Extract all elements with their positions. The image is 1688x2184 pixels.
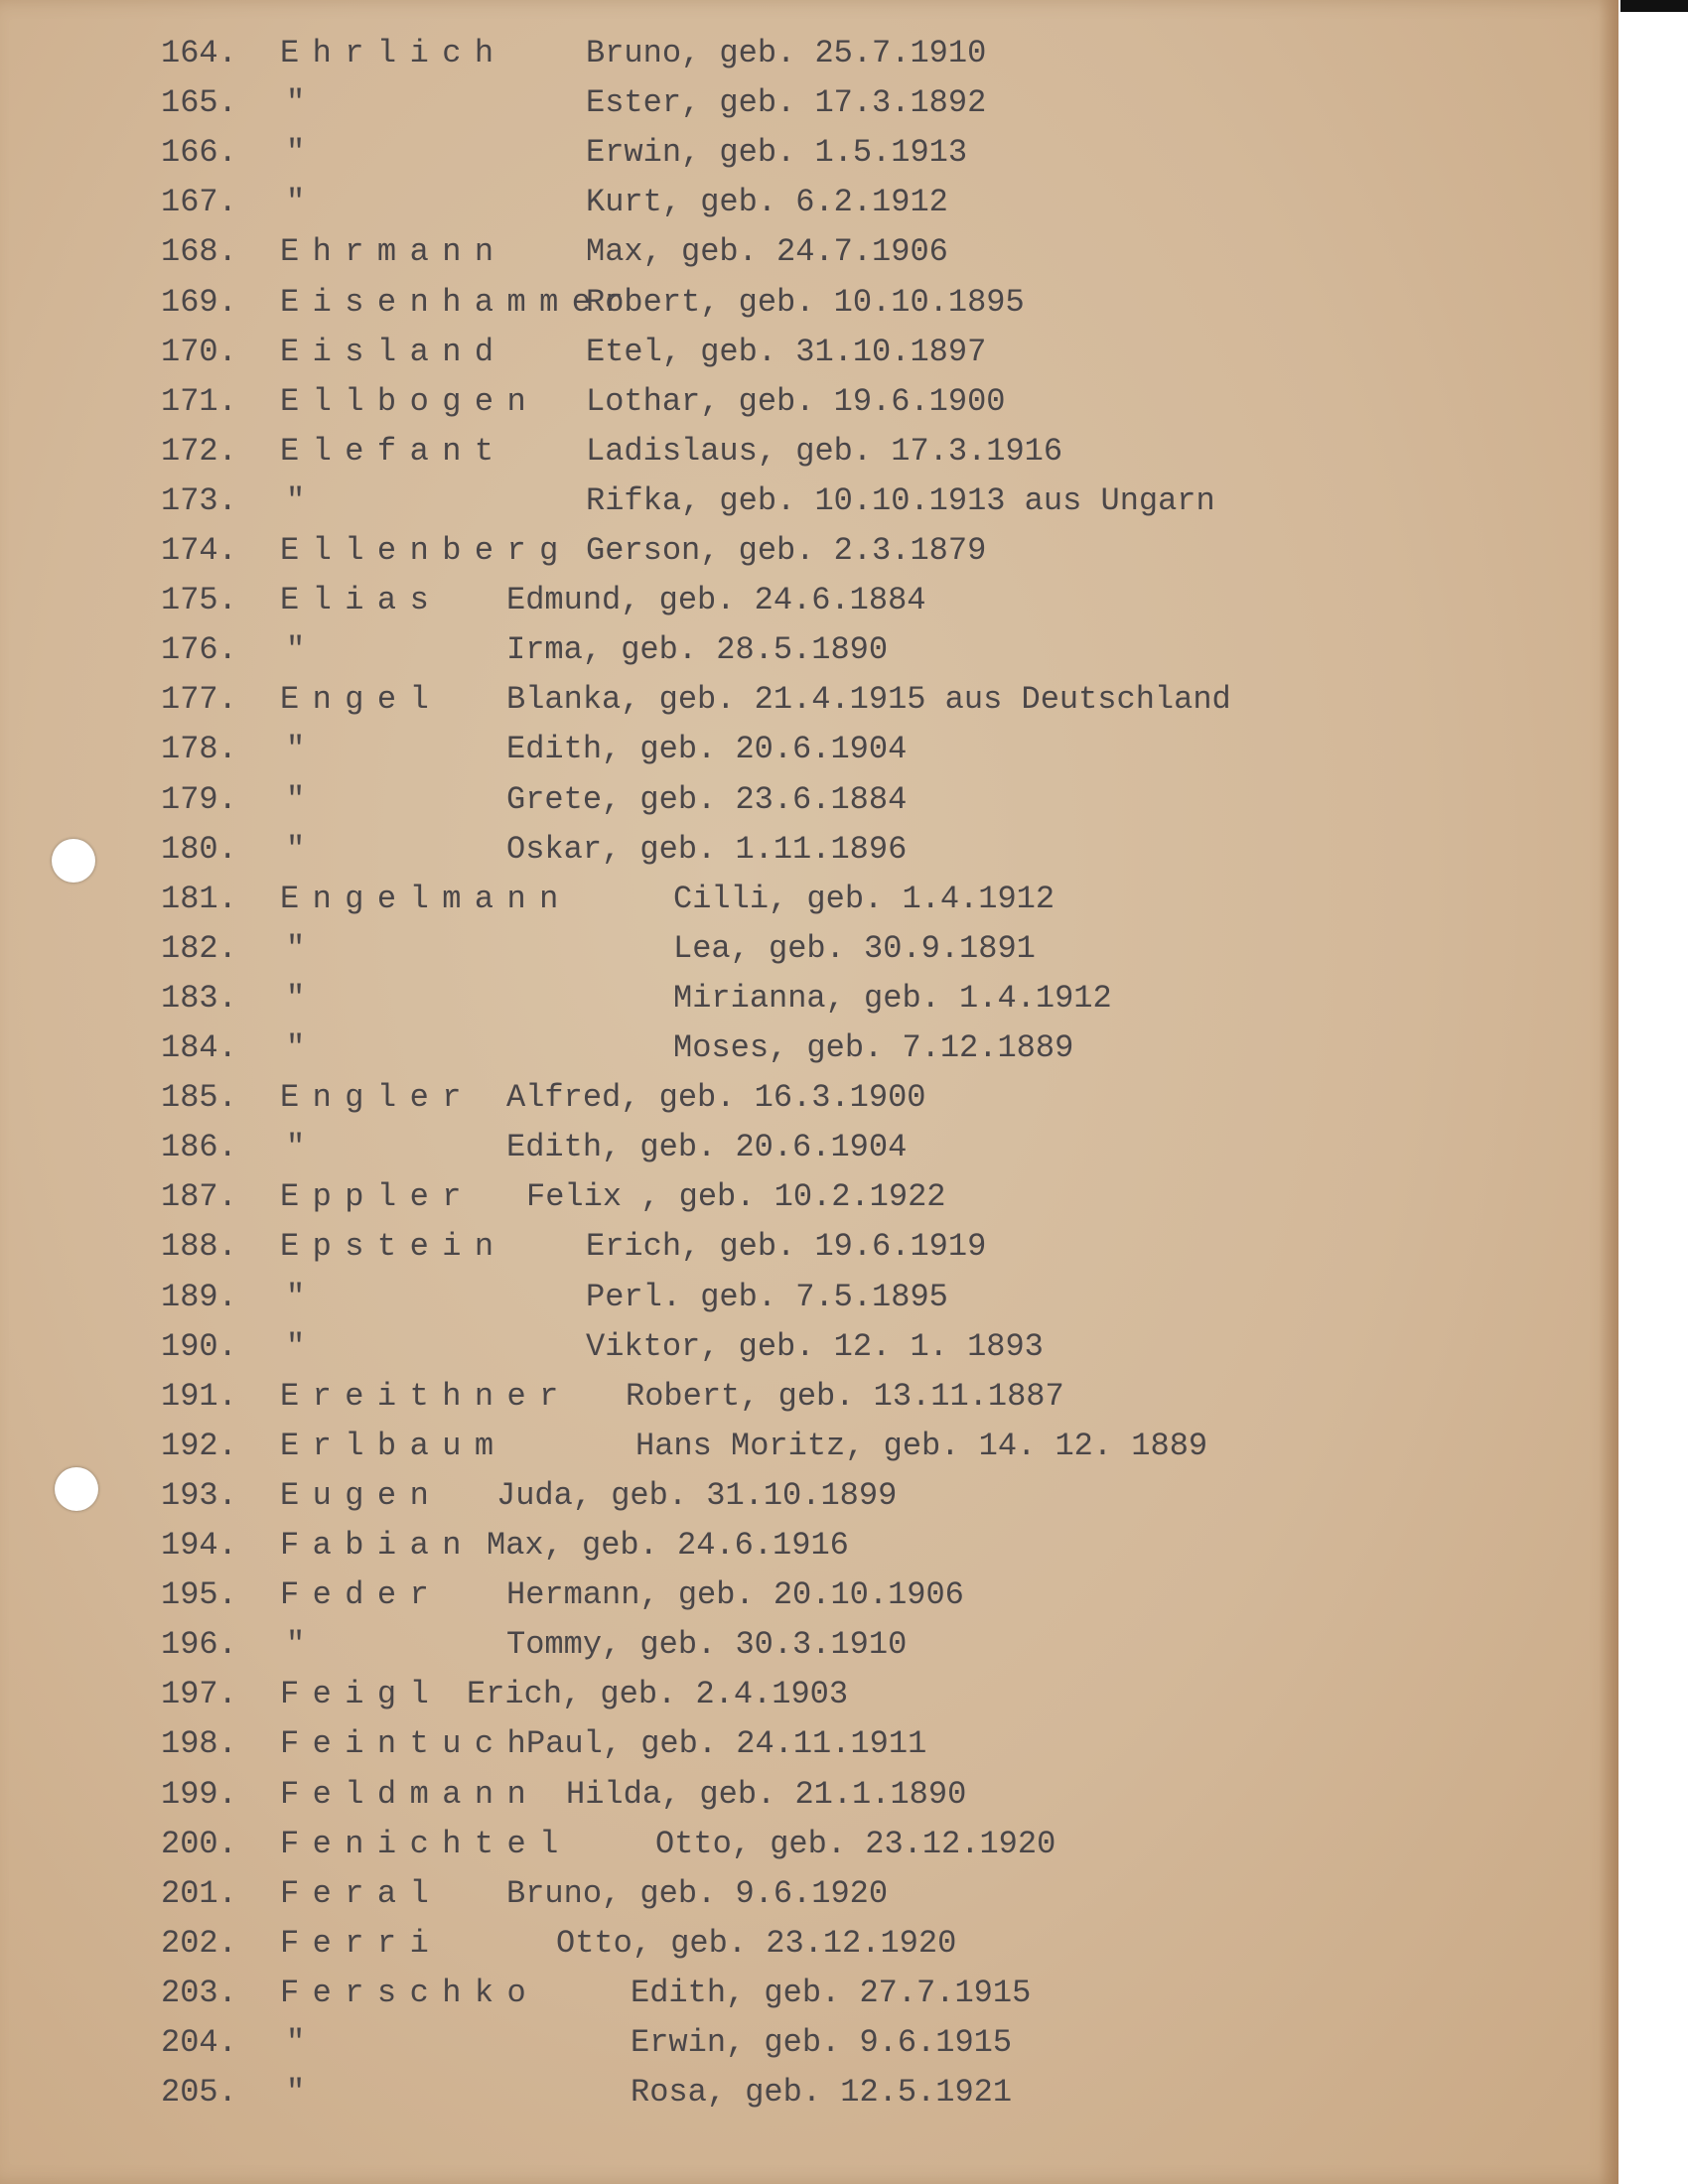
entry-number: 182. <box>161 930 237 967</box>
entry-number: 199. <box>161 1776 237 1813</box>
entry-surname: Erlbaum <box>280 1428 507 1464</box>
entry-name-and-birthdate: Paul, geb. 24.11.1911 <box>526 1725 927 1762</box>
entry-number: 196. <box>161 1626 237 1663</box>
entry-name-and-birthdate: Max, geb. 24.7.1906 <box>586 233 948 270</box>
entry-name-and-birthdate: Blanka, geb. 21.4.1915 aus Deutschland <box>506 681 1231 718</box>
entry-name-and-birthdate: Ester, geb. 17.3.1892 <box>586 84 987 121</box>
entry-surname: Ereithner <box>280 1378 572 1415</box>
entry-name-and-birthdate: Robert, geb. 10.10.1895 <box>586 284 1025 321</box>
entry-name-and-birthdate: Mirianna, geb. 1.4.1912 <box>673 980 1112 1017</box>
entry-name-and-birthdate: Edith, geb. 20.6.1904 <box>506 1129 908 1165</box>
entry-name-and-birthdate: Kurt, geb. 6.2.1912 <box>586 184 948 220</box>
entry-number: 174. <box>161 532 237 569</box>
entry-name-and-birthdate: Juda, geb. 31.10.1899 <box>496 1477 898 1514</box>
entry-surname: Engelmann <box>280 881 572 917</box>
ditto-mark: " <box>286 2024 306 2061</box>
entry-name-and-birthdate: Otto, geb. 23.12.1920 <box>556 1925 957 1962</box>
entry-name-and-birthdate: Oskar, geb. 1.11.1896 <box>506 831 908 868</box>
ditto-mark: " <box>286 2074 306 2111</box>
entry-number: 200. <box>161 1826 237 1862</box>
page-edge-shadow <box>1599 0 1618 2184</box>
entry-surname: Ellbogen <box>280 383 540 420</box>
entry-name-and-birthdate: Edith, geb. 20.6.1904 <box>506 731 908 767</box>
entry-name-and-birthdate: Hilda, geb. 21.1.1890 <box>566 1776 967 1813</box>
entry-name-and-birthdate: Perl. geb. 7.5.1895 <box>586 1279 948 1315</box>
entry-name-and-birthdate: Grete, geb. 23.6.1884 <box>506 781 908 818</box>
entry-surname: Epstein <box>280 1228 507 1265</box>
entry-surname: Eugen <box>280 1477 443 1514</box>
entry-surname: Ellenberg <box>280 532 572 569</box>
entry-surname: Eisland <box>280 334 507 370</box>
entry-number: 193. <box>161 1477 237 1514</box>
entry-name-and-birthdate: Erwin, geb. 9.6.1915 <box>631 2024 1013 2061</box>
ditto-mark: " <box>286 980 306 1017</box>
punch-hole-top <box>52 839 95 883</box>
entry-name-and-birthdate: Etel, geb. 31.10.1897 <box>586 334 987 370</box>
ditto-mark: " <box>286 1029 306 1066</box>
entry-number: 168. <box>161 233 237 270</box>
ditto-mark: " <box>286 184 306 220</box>
entry-surname: Ferschko <box>280 1975 540 2011</box>
ditto-mark: " <box>286 134 306 171</box>
entry-number: 173. <box>161 482 237 519</box>
entry-number: 205. <box>161 2074 237 2111</box>
entry-name-and-birthdate: Erich, geb. 2.4.1903 <box>467 1676 849 1712</box>
entry-number: 190. <box>161 1328 237 1365</box>
entry-name-and-birthdate: Otto, geb. 23.12.1920 <box>655 1826 1056 1862</box>
entry-surname: Engel <box>280 681 443 718</box>
entry-name-and-birthdate: Erwin, geb. 1.5.1913 <box>586 134 968 171</box>
entry-name-and-birthdate: Lothar, geb. 19.6.1900 <box>586 383 1006 420</box>
entry-name-and-birthdate: Rosa, geb. 12.5.1921 <box>631 2074 1013 2111</box>
entry-number: 170. <box>161 334 237 370</box>
entry-number: 192. <box>161 1428 237 1464</box>
entry-name-and-birthdate: Alfred, geb. 16.3.1900 <box>506 1079 926 1116</box>
entry-number: 197. <box>161 1676 237 1712</box>
entry-number: 181. <box>161 881 237 917</box>
entry-surname: Ehrlich <box>280 35 507 71</box>
entry-number: 188. <box>161 1228 237 1265</box>
entry-name-and-birthdate: Ladislaus, geb. 17.3.1916 <box>586 433 1063 470</box>
entry-number: 177. <box>161 681 237 718</box>
entry-number: 186. <box>161 1129 237 1165</box>
entry-number: 164. <box>161 35 237 71</box>
ditto-mark: " <box>286 831 306 868</box>
entry-number: 195. <box>161 1576 237 1613</box>
entry-surname: Fabian <box>280 1527 475 1564</box>
entry-name-and-birthdate: Felix , geb. 10.2.1922 <box>526 1178 946 1215</box>
entry-number: 201. <box>161 1875 237 1912</box>
entry-name-and-birthdate: Robert, geb. 13.11.1887 <box>626 1378 1064 1415</box>
entry-number: 167. <box>161 184 237 220</box>
ditto-mark: " <box>286 84 306 121</box>
entry-number: 171. <box>161 383 237 420</box>
entry-surname: Fenichtel <box>280 1826 572 1862</box>
entry-number: 189. <box>161 1279 237 1315</box>
entry-surname: Feral <box>280 1875 443 1912</box>
entry-name-and-birthdate: Edmund, geb. 24.6.1884 <box>506 582 926 618</box>
entry-surname: Feder <box>280 1576 443 1613</box>
entry-name-and-birthdate: Hermann, geb. 20.10.1906 <box>506 1576 964 1613</box>
entry-name-and-birthdate: Bruno, geb. 25.7.1910 <box>586 35 987 71</box>
entry-name-and-birthdate: Hans Moritz, geb. 14. 12. 1889 <box>635 1428 1208 1464</box>
entry-number: 185. <box>161 1079 237 1116</box>
entry-number: 198. <box>161 1725 237 1762</box>
entry-surname: Elefant <box>280 433 507 470</box>
ditto-mark: " <box>286 1279 306 1315</box>
ditto-mark: " <box>286 1626 306 1663</box>
ditto-mark: " <box>286 482 306 519</box>
entry-surname: Ehrmann <box>280 233 507 270</box>
entry-surname: Engler <box>280 1079 475 1116</box>
scan-corner-mark <box>1620 0 1688 12</box>
entry-name-and-birthdate: Edith, geb. 27.7.1915 <box>631 1975 1032 2011</box>
entry-number: 179. <box>161 781 237 818</box>
entry-name-and-birthdate: Tommy, geb. 30.3.1910 <box>506 1626 908 1663</box>
entry-number: 183. <box>161 980 237 1017</box>
entry-number: 169. <box>161 284 237 321</box>
entry-name-and-birthdate: Bruno, geb. 9.6.1920 <box>506 1875 889 1912</box>
entry-name-and-birthdate: Irma, geb. 28.5.1890 <box>506 631 889 668</box>
entry-number: 184. <box>161 1029 237 1066</box>
ditto-mark: " <box>286 1129 306 1165</box>
entry-number: 172. <box>161 433 237 470</box>
entry-number: 165. <box>161 84 237 121</box>
entry-number: 202. <box>161 1925 237 1962</box>
entry-number: 180. <box>161 831 237 868</box>
entry-surname: Feldmann <box>280 1776 540 1813</box>
entry-number: 194. <box>161 1527 237 1564</box>
ditto-mark: " <box>286 731 306 767</box>
entry-name-and-birthdate: Erich, geb. 19.6.1919 <box>586 1228 987 1265</box>
entry-name-and-birthdate: Max, geb. 24.6.1916 <box>487 1527 849 1564</box>
entry-surname: Eisenhammer <box>280 284 637 321</box>
entry-name-and-birthdate: Lea, geb. 30.9.1891 <box>673 930 1036 967</box>
ditto-mark: " <box>286 1328 306 1365</box>
entry-number: 204. <box>161 2024 237 2061</box>
ditto-mark: " <box>286 930 306 967</box>
entry-name-and-birthdate: Rifka, geb. 10.10.1913 aus Ungarn <box>586 482 1215 519</box>
entry-name-and-birthdate: Viktor, geb. 12. 1. 1893 <box>586 1328 1044 1365</box>
entry-number: 176. <box>161 631 237 668</box>
entry-number: 203. <box>161 1975 237 2011</box>
entry-surname: Elias <box>280 582 443 618</box>
punch-hole-bottom <box>55 1467 98 1511</box>
entry-surname: Ferri <box>280 1925 443 1962</box>
entry-surname: Eppler <box>280 1178 475 1215</box>
ditto-mark: " <box>286 631 306 668</box>
entry-number: 187. <box>161 1178 237 1215</box>
entry-name-and-birthdate: Cilli, geb. 1.4.1912 <box>673 881 1055 917</box>
entry-number: 178. <box>161 731 237 767</box>
entry-name-and-birthdate: Moses, geb. 7.12.1889 <box>673 1029 1074 1066</box>
entry-number: 166. <box>161 134 237 171</box>
entry-surname: Feigl <box>280 1676 443 1712</box>
entry-name-and-birthdate: Gerson, geb. 2.3.1879 <box>586 532 987 569</box>
ditto-mark: " <box>286 781 306 818</box>
entry-surname: Feintuch <box>280 1725 540 1762</box>
entry-number: 175. <box>161 582 237 618</box>
entry-number: 191. <box>161 1378 237 1415</box>
